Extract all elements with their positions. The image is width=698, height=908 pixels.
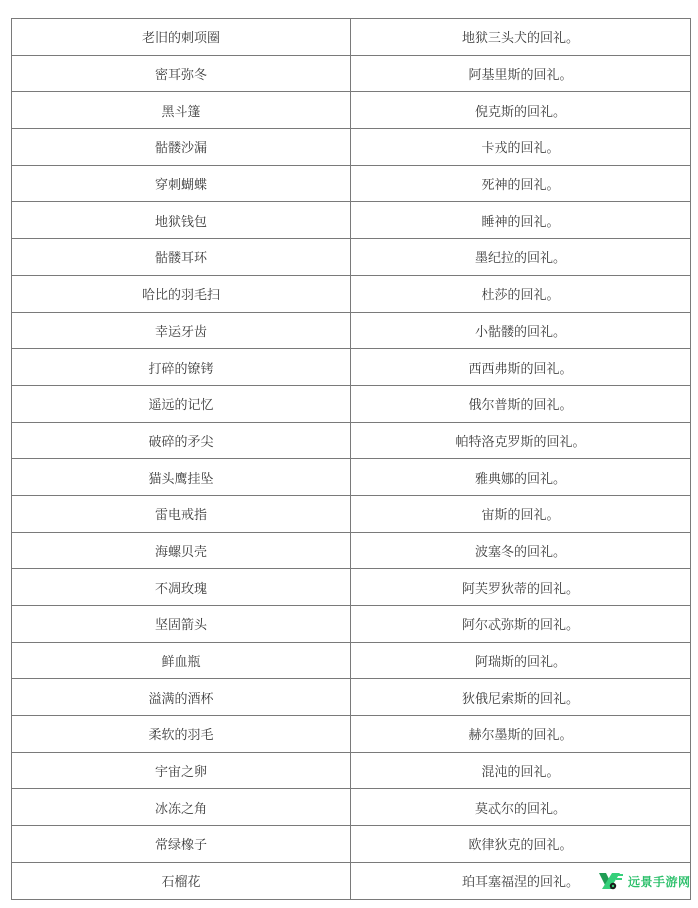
gift-source-cell: 狄俄尼索斯的回礼。	[351, 679, 691, 716]
gift-source-cell: 杜莎的回礼。	[351, 275, 691, 312]
keepsake-name-cell: 密耳弥冬	[12, 55, 351, 92]
keepsake-name-cell: 坚固箭头	[12, 606, 351, 643]
gift-source-cell: 阿尔忒弥斯的回礼。	[351, 606, 691, 643]
watermark-text: 远景手游网	[628, 874, 691, 889]
gift-source-cell: 小骷髅的回礼。	[351, 312, 691, 349]
gift-source-cell: 混沌的回礼。	[351, 752, 691, 789]
gift-source-cell: 死神的回礼。	[351, 165, 691, 202]
keepsake-name-cell: 海螺贝壳	[12, 532, 351, 569]
gift-source-cell: 阿基里斯的回礼。	[351, 55, 691, 92]
gift-source-cell: 睡神的回礼。	[351, 202, 691, 239]
table-row	[12, 422, 691, 459]
gift-source-cell: 阿芙罗狄蒂的回礼。	[351, 569, 691, 606]
keepsake-name-cell: 猫头鹰挂坠	[12, 459, 351, 496]
gift-source-cell: 俄尔普斯的回礼。	[351, 385, 691, 422]
gift-source-cell: 西西弗斯的回礼。	[351, 349, 691, 386]
table-row	[12, 679, 691, 716]
gift-source-cell: 宙斯的回礼。	[351, 495, 691, 532]
gift-source-cell: 阿瑞斯的回礼。	[351, 642, 691, 679]
gift-source-cell: 帕特洛克罗斯的回礼。	[351, 422, 691, 459]
table-row	[12, 459, 691, 496]
keepsake-name-cell: 常绿橡子	[12, 826, 351, 863]
keepsake-name-cell: 鲜血瓶	[12, 642, 351, 679]
table-row	[12, 129, 691, 166]
keepsake-name-cell: 幸运牙齿	[12, 312, 351, 349]
keepsake-name-cell: 骷髅沙漏	[12, 129, 351, 166]
table-row	[12, 239, 691, 276]
gift-source-cell: 倪克斯的回礼。	[351, 92, 691, 129]
table-row	[12, 349, 691, 386]
gift-source-cell: 珀耳塞福涅的回礼。	[351, 862, 691, 899]
gift-source-cell: 莫忒尔的回礼。	[351, 789, 691, 826]
table-row	[12, 385, 691, 422]
gift-source-cell: 雅典娜的回礼。	[351, 459, 691, 496]
keepsake-name-cell: 不凋玫瑰	[12, 569, 351, 606]
keepsake-name-cell: 石榴花	[12, 862, 351, 899]
table-row	[12, 826, 691, 863]
table-row	[12, 606, 691, 643]
keepsake-name-cell: 穿刺蝴蝶	[12, 165, 351, 202]
keepsake-name-cell: 地狱钱包	[12, 202, 351, 239]
x-logo-icon	[598, 871, 624, 891]
table-row	[12, 532, 691, 569]
keepsake-name-cell: 溢满的酒杯	[12, 679, 351, 716]
keepsake-name-cell: 雷电戒指	[12, 495, 351, 532]
table-row	[12, 312, 691, 349]
keepsake-name-cell: 老旧的刺项圈	[12, 19, 351, 56]
table-row	[12, 495, 691, 532]
gift-source-cell: 欧律狄克的回礼。	[351, 826, 691, 863]
table-row	[12, 165, 691, 202]
table-row	[12, 716, 691, 753]
table-row	[12, 569, 691, 606]
table-body	[12, 19, 691, 900]
table-row	[12, 862, 691, 899]
table-row	[12, 19, 691, 56]
gift-source-cell: 墨纪拉的回礼。	[351, 239, 691, 276]
keepsake-table	[11, 18, 691, 900]
keepsake-name-cell: 黑斗篷	[12, 92, 351, 129]
gift-source-cell: 地狱三头犬的回礼。	[351, 19, 691, 56]
keepsake-name-cell: 破碎的矛尖	[12, 422, 351, 459]
gift-source-cell: 波塞冬的回礼。	[351, 532, 691, 569]
table-row	[12, 752, 691, 789]
keepsake-name-cell: 骷髅耳环	[12, 239, 351, 276]
keepsake-name-cell: 遥远的记忆	[12, 385, 351, 422]
table-row	[12, 55, 691, 92]
keepsake-name-cell: 宇宙之卵	[12, 752, 351, 789]
keepsake-name-cell: 柔软的羽毛	[12, 716, 351, 753]
table-row	[12, 202, 691, 239]
watermark	[598, 871, 691, 891]
keepsake-name-cell: 冰冻之角	[12, 789, 351, 826]
keepsake-name-cell: 打碎的镣铐	[12, 349, 351, 386]
table-row	[12, 275, 691, 312]
table-row	[12, 789, 691, 826]
gift-source-cell: 卡戎的回礼。	[351, 129, 691, 166]
gift-source-cell: 赫尔墨斯的回礼。	[351, 716, 691, 753]
table-row	[12, 92, 691, 129]
keepsake-name-cell: 哈比的羽毛扫	[12, 275, 351, 312]
table-row	[12, 642, 691, 679]
